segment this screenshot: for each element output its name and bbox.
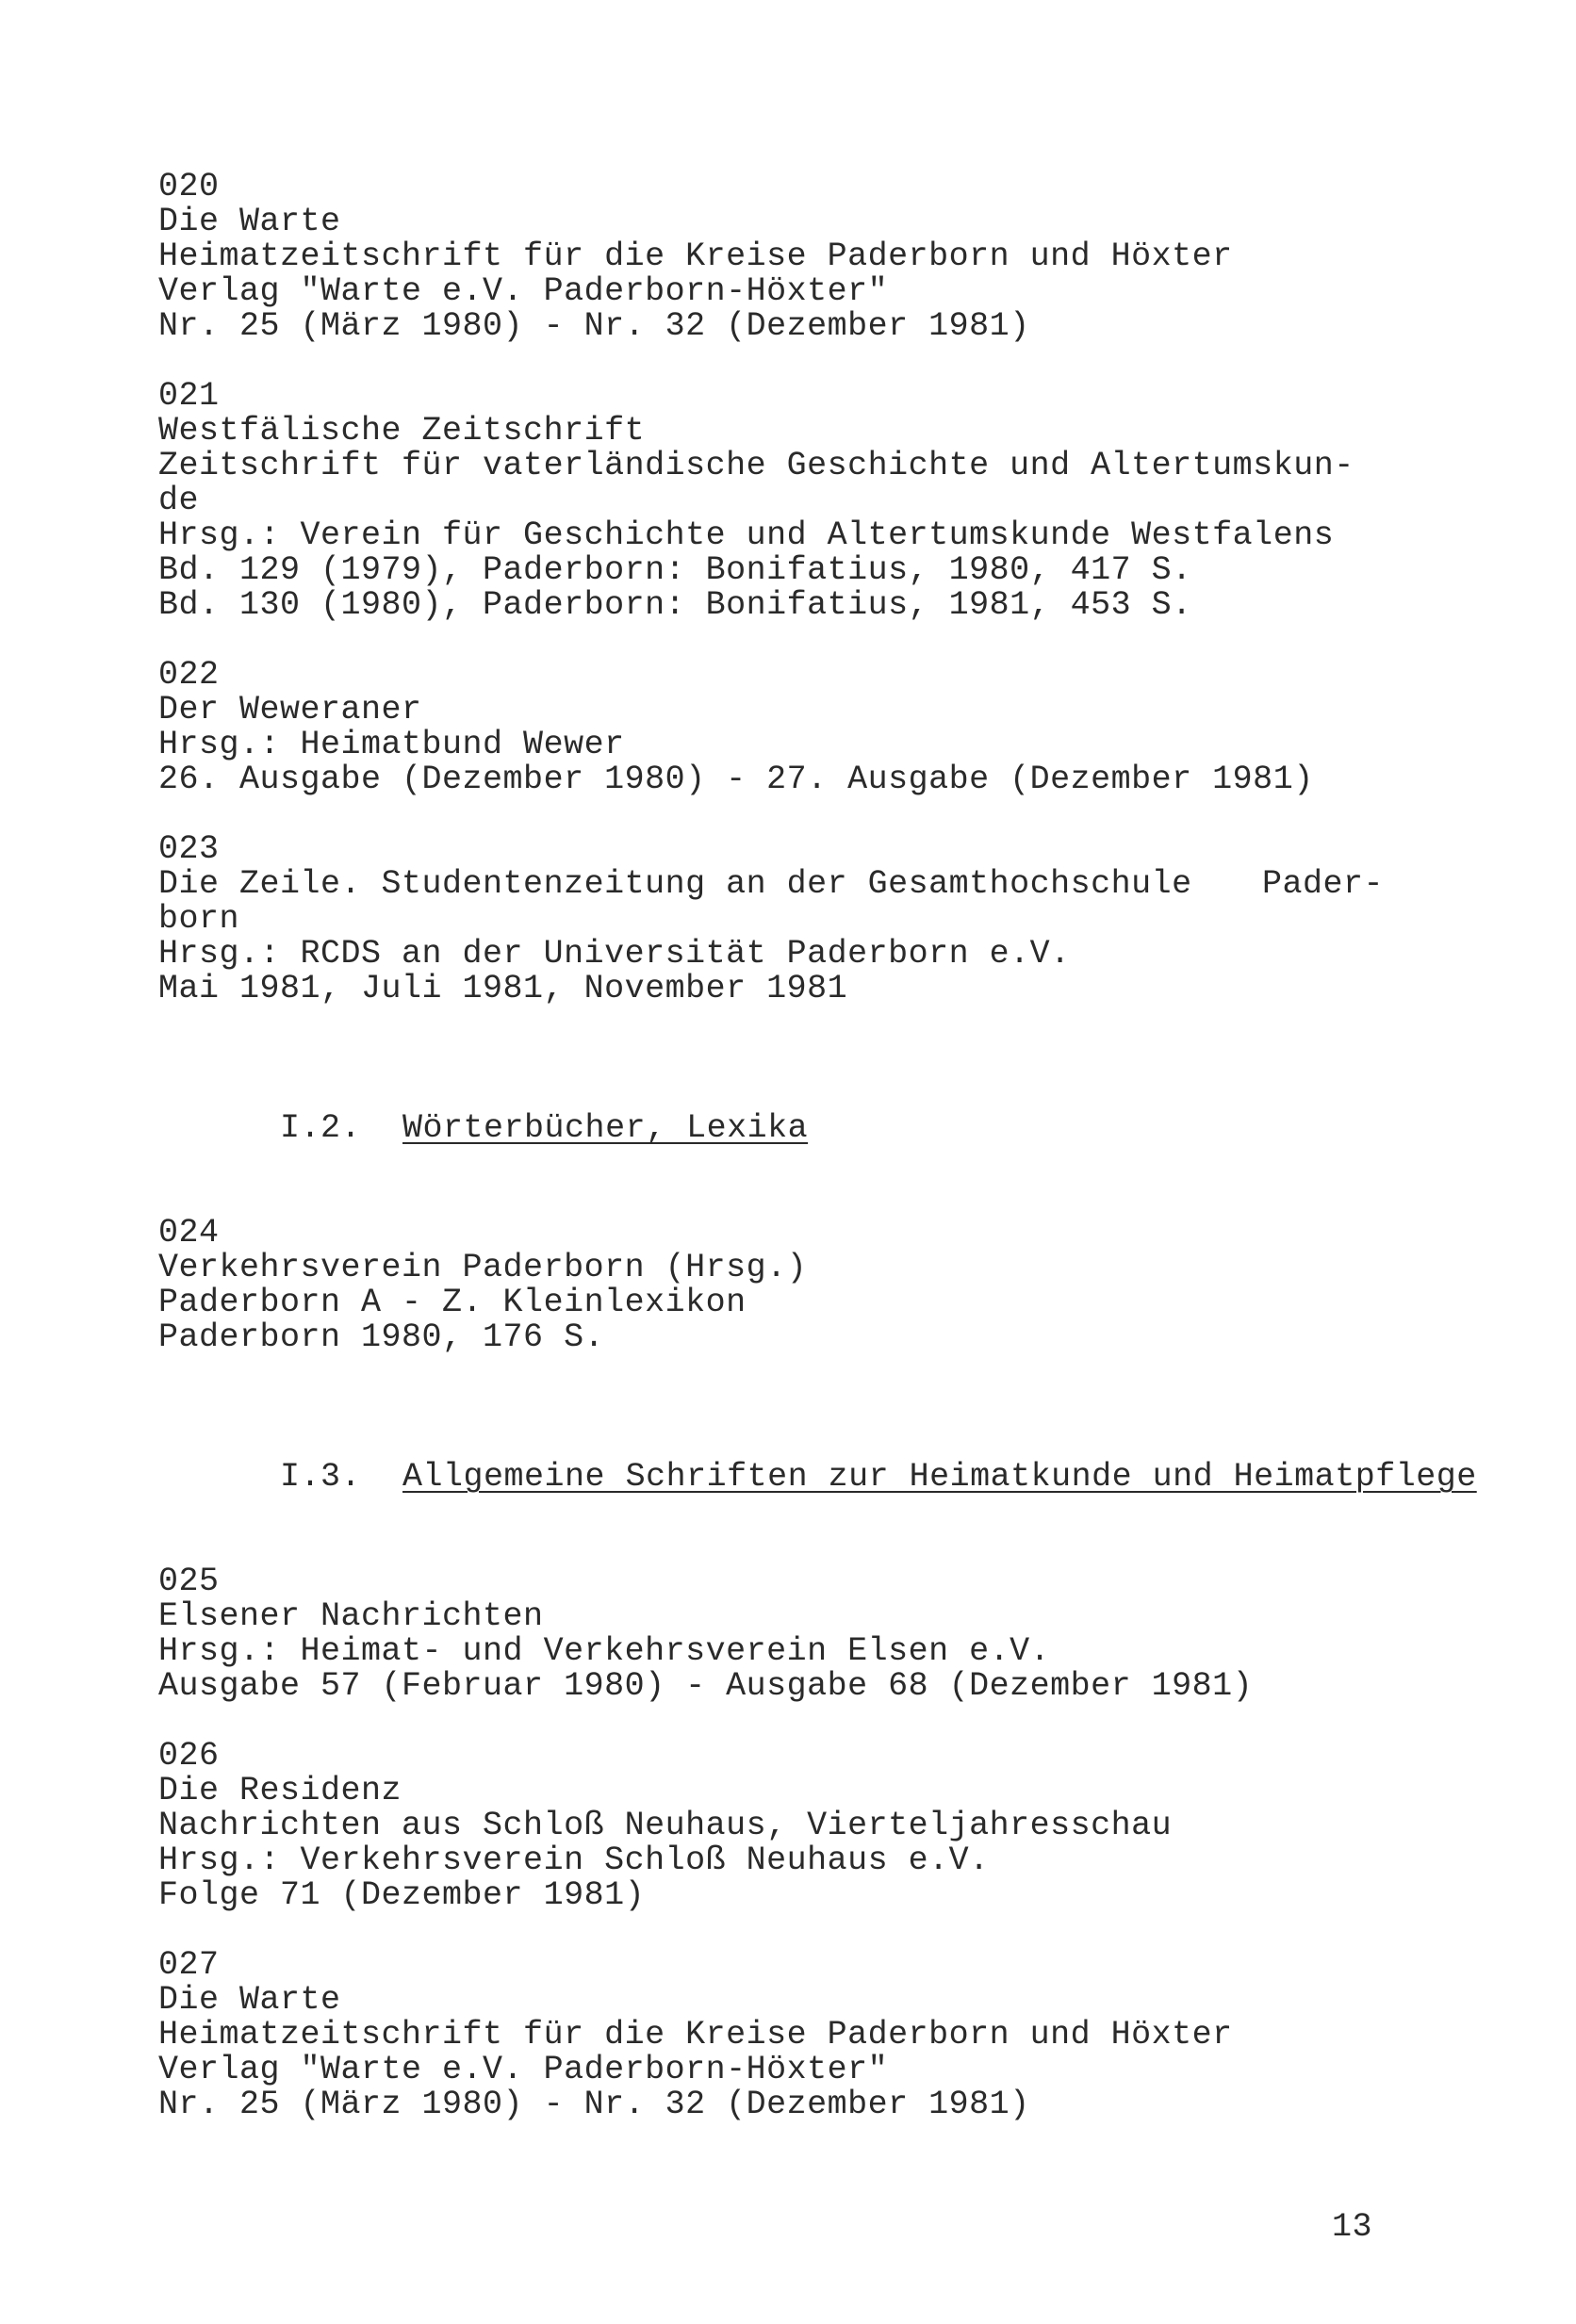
entry-024 (158, 1216, 1403, 1355)
entry-line: Hrsg.: Heimatbund Wewer (158, 726, 625, 763)
entry-line: Hrsg.: Heimat- und Verkehrsverein Elsen e.V. (158, 1632, 1051, 1670)
entry-title: Elsener Nachrichten (158, 1597, 544, 1635)
section-number: I.3. (280, 1458, 362, 1496)
entry-number: 021 (158, 377, 220, 415)
entry-number: 027 (158, 1946, 220, 1984)
entry-number: 023 (158, 830, 220, 868)
section-title: Wörterbücher, Lexika (402, 1109, 809, 1147)
entry-line: Heimatzeitschrift für die Kreise Paderborn und Höxter (158, 237, 1233, 275)
entry-number: 025 (158, 1563, 220, 1600)
entry-line: Bd. 129 (1979), Paderborn: Bonifatius, 1980, 417 S. (158, 551, 1192, 589)
entry-020 (158, 170, 1403, 344)
entry-title: Verkehrsverein Paderborn (Hrsg.) (158, 1249, 808, 1286)
entry-title: Die Warte (158, 203, 341, 240)
entry-title-justified (158, 867, 1384, 902)
entry-027 (158, 1948, 1403, 2122)
entry-022 (158, 658, 1403, 797)
entry-title: Die Warte (158, 1981, 341, 2019)
entry-line: Heimatzeitschrift für die Kreise Paderborn und Höxter (158, 2016, 1233, 2054)
section-title: Allgemeine Schriften zur Heimatkunde und Heimatpflege (402, 1458, 1477, 1496)
page-number: 13 (1332, 2208, 1373, 2246)
entry-line: Nachrichten aus Schloß Neuhaus, Vierteljahresschau (158, 1807, 1173, 1844)
entry-number: 026 (158, 1737, 220, 1775)
section-heading-1-3 (158, 1425, 1477, 1530)
entry-line: born (158, 900, 240, 938)
entry-line: Bd. 130 (1980), Paderborn: Bonifatius, 1981, 453 S. (158, 586, 1192, 624)
bibliography-content (158, 168, 1477, 2157)
entry-line: Hrsg.: RCDS an der Universität Paderborn e.V. (158, 935, 1071, 973)
entry-line: Folge 71 (Dezember 1981) (158, 1876, 646, 1914)
entry-line: Nr. 25 (März 1980) - Nr. 32 (Dezember 1981) (158, 307, 1030, 345)
entry-line: de (158, 482, 200, 519)
entry-title: Die Residenz (158, 1772, 402, 1809)
entry-line: Zeitschrift für vaterländische Geschichte und Altertumskun- (158, 447, 1354, 484)
entry-line: 26. Ausgabe (Dezember 1980) - 27. Ausgabe (Dezember 1981) (158, 761, 1314, 798)
entry-number: 024 (158, 1214, 220, 1252)
section-heading-1-2 (158, 1076, 1403, 1181)
entry-title-hyphenated: Pader- (1261, 865, 1384, 903)
entry-title: Die Zeile. Studentenzeitung an der Gesamthochschule (158, 865, 1192, 903)
entry-line: Nr. 25 (März 1980) - Nr. 32 (Dezember 1981) (158, 2086, 1030, 2123)
entry-023 (158, 832, 1403, 1007)
entry-line: Ausgabe 57 (Februar 1980) - Ausgabe 68 (Dezember 1981) (158, 1667, 1254, 1705)
entry-title: Der Weweraner (158, 691, 422, 728)
entry-line: Verlag "Warte e.V. Paderborn-Höxter" (158, 2051, 889, 2088)
entry-line: Mai 1981, Juli 1981, November 1981 (158, 970, 848, 1007)
section-number: I.2. (280, 1109, 362, 1147)
entry-line: Hrsg.: Verkehrsverein Schloß Neuhaus e.V. (158, 1841, 990, 1879)
entry-line: Paderborn A - Z. Kleinlexikon (158, 1284, 747, 1321)
entry-number: 022 (158, 656, 220, 694)
entry-021 (158, 379, 1403, 623)
entry-title: Westfälische Zeitschrift (158, 412, 646, 450)
entry-number: 020 (158, 168, 220, 205)
entry-025 (158, 1564, 1403, 1704)
entry-line: Verlag "Warte e.V. Paderborn-Höxter" (158, 272, 889, 310)
entry-line: Paderborn 1980, 176 S. (158, 1318, 605, 1356)
entry-line: Hrsg.: Verein für Geschichte und Altertumskunde Westfalens (158, 516, 1335, 554)
entry-026 (158, 1739, 1403, 1913)
